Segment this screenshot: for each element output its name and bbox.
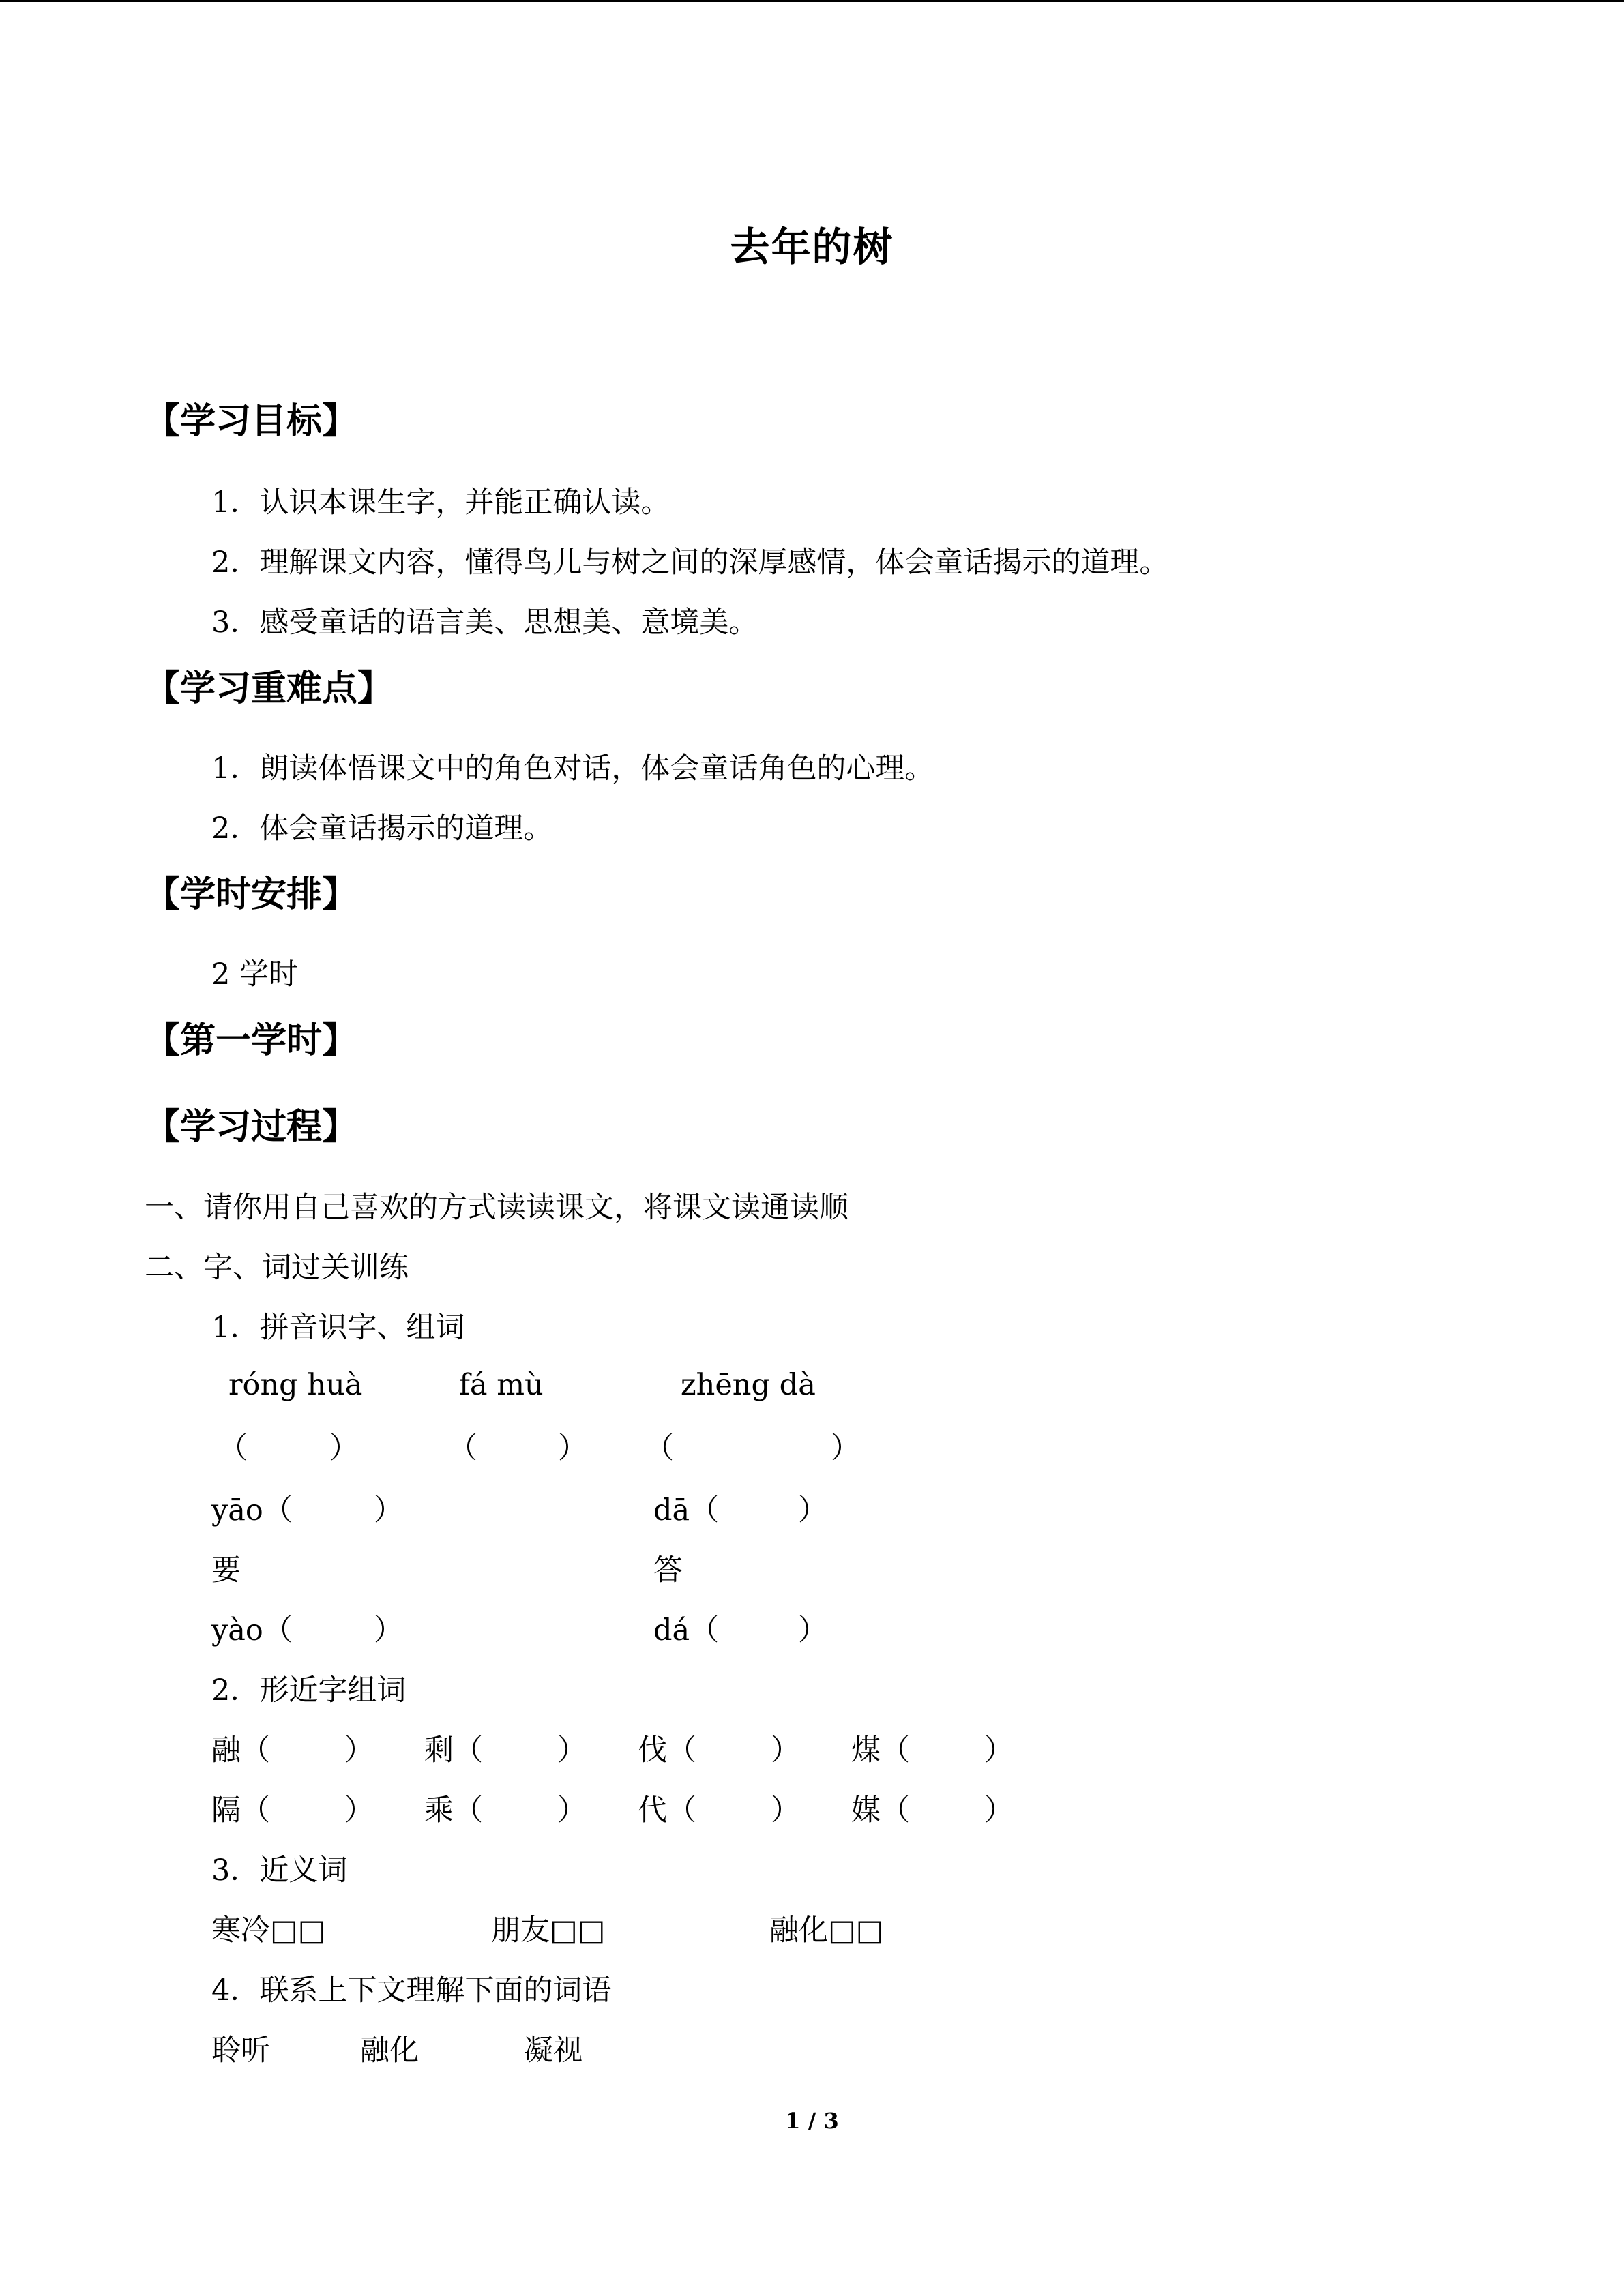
section-heading-schedule: 【学时安排】 xyxy=(145,874,358,915)
section-heading-process: 【学习过程】 xyxy=(145,1106,358,1148)
similar-char-item: 乘（ xyxy=(424,1793,483,1828)
synonym-item: 融化□□ xyxy=(769,1913,884,1948)
answer-blank-close: ） xyxy=(558,1431,587,1465)
vocab-word: 聆听 xyxy=(211,2033,270,2068)
similar-char-item: 融（ xyxy=(211,1733,270,1768)
goal-item: 3．感受童话的语言美、思想美、意境美。 xyxy=(211,606,758,640)
answer-blank-close: ） xyxy=(831,1431,860,1465)
process-step: 二、字、词过关训练 xyxy=(145,1251,409,1285)
vocab-word: 凝视 xyxy=(524,2033,582,2068)
answer-blank-close: ） xyxy=(984,1793,1014,1828)
answer-blank-close: ） xyxy=(771,1733,800,1768)
key-point-item: 1．朗读体悟课文中的角色对话，体会童话角色的心理。 xyxy=(211,751,934,786)
answer-blank-close: ） xyxy=(771,1793,800,1828)
pinyin-label: róng huà xyxy=(228,1368,363,1402)
polyphone-reading: dá（ xyxy=(653,1613,720,1648)
similar-char-item: 剩（ xyxy=(424,1733,483,1768)
goal-item: 2．理解课文内容，懂得鸟儿与树之间的深厚感情，体会童话揭示的道理。 xyxy=(211,546,1169,580)
exercise-label: 2．形近字组词 xyxy=(211,1673,407,1708)
answer-blank-close: ） xyxy=(374,1493,403,1527)
synonym-item: 寒冷□□ xyxy=(211,1913,326,1948)
answer-blank-close: ） xyxy=(984,1733,1014,1768)
exercise-label: 1．拼音识字、组词 xyxy=(211,1311,465,1345)
page-number: 1 / 3 xyxy=(785,2108,839,2134)
answer-blank-close: ） xyxy=(557,1793,587,1828)
exercise-label: 4．联系上下文理解下面的词语 xyxy=(211,1973,612,2008)
polyphone-reading: yāo（ xyxy=(211,1493,293,1527)
similar-char-item: 隔（ xyxy=(211,1793,270,1828)
key-point-item: 2．体会童话揭示的道理。 xyxy=(211,811,553,846)
section-heading-first-period: 【第一学时】 xyxy=(145,1019,358,1061)
answer-blank-open: （ xyxy=(218,1431,248,1465)
polyphone-reading: dā（ xyxy=(653,1493,720,1527)
exercise-label: 3．近义词 xyxy=(211,1853,348,1888)
answer-blank-open: （ xyxy=(448,1431,477,1465)
answer-blank-close: ） xyxy=(557,1733,587,1768)
answer-blank-open: （ xyxy=(645,1431,674,1465)
process-step: 一、请你用自己喜欢的方式读读课文，将课文读通读顺 xyxy=(145,1191,848,1225)
polyphone-character: 要 xyxy=(211,1553,241,1587)
answer-blank-close: ） xyxy=(798,1613,827,1648)
document-title: 去年的树 xyxy=(730,224,894,270)
section-heading-key-points: 【学习重难点】 xyxy=(145,668,394,709)
vocab-word: 融化 xyxy=(360,2033,419,2068)
section-heading-goals: 【学习目标】 xyxy=(145,400,358,442)
answer-blank-close: ） xyxy=(344,1793,374,1828)
similar-char-item: 煤（ xyxy=(851,1733,910,1768)
answer-blank-close: ） xyxy=(374,1613,403,1648)
similar-char-item: 伐（ xyxy=(638,1733,696,1768)
answer-blank-close: ） xyxy=(344,1733,374,1768)
synonym-item: 朋友□□ xyxy=(491,1913,606,1948)
pinyin-label: fá mù xyxy=(459,1368,544,1402)
schedule-text: 2 学时 xyxy=(211,957,299,992)
polyphone-character: 答 xyxy=(653,1553,683,1587)
similar-char-item: 媒（ xyxy=(851,1793,910,1828)
answer-blank-close: ） xyxy=(798,1493,827,1527)
polyphone-reading: yào（ xyxy=(211,1613,293,1648)
similar-char-item: 代（ xyxy=(638,1793,696,1828)
pinyin-label: zhēng dà xyxy=(681,1368,816,1402)
answer-blank-close: ） xyxy=(329,1431,359,1465)
goal-item: 1．认识本课生字，并能正确认读。 xyxy=(211,486,670,520)
